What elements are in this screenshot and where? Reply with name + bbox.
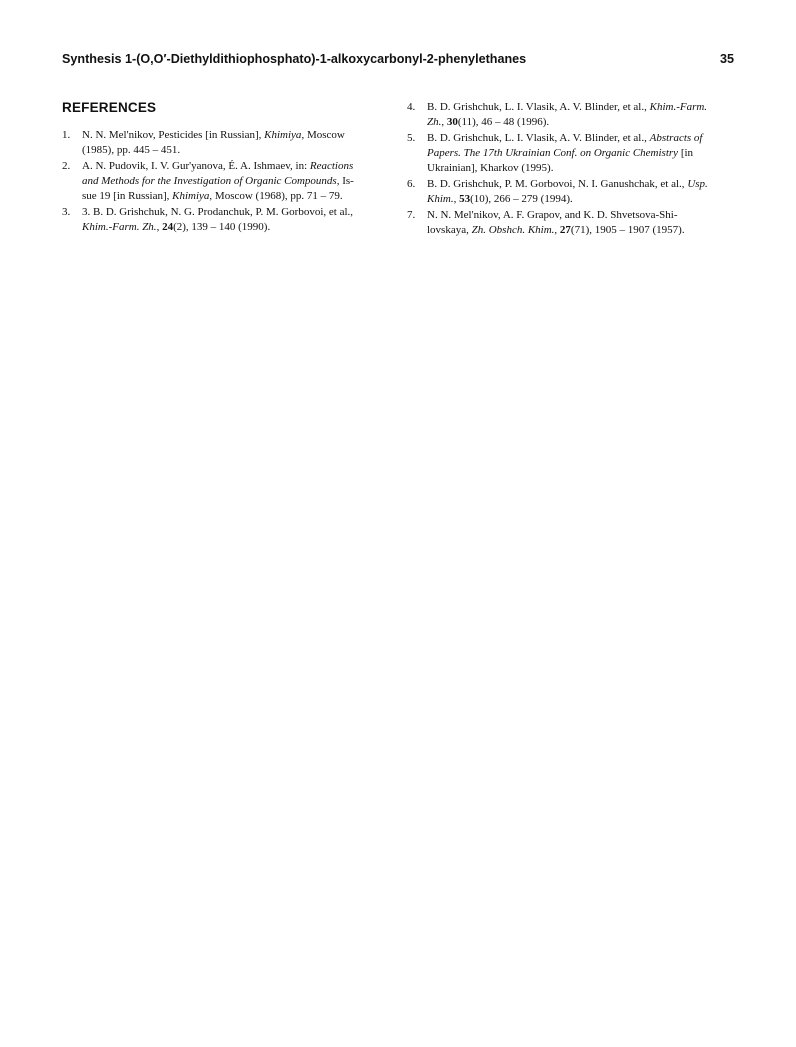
reference-segment: , [156,221,163,233]
reference-text [427,101,707,128]
reference-segment: 3. B. D. Grishchuk, N. G. Prodanchuk, P. M. Gorbovoi, et al., [82,206,354,218]
reference-segment: (2), 139 – 140 (1990). [173,221,271,233]
reference-segment: N. N. Mel'nikov, Pesticides [in Russian], [82,129,265,141]
reference-segment: , Moscow (1985), pp. 445 – 451. [82,129,345,156]
reference-segment: , [441,116,447,128]
reference-item [407,131,733,176]
reference-segment: [in Ukrainian], Kharkov (1995). [427,147,694,174]
reference-segment: 53 [459,193,471,205]
reference-segment: , [554,224,560,236]
reference-text [82,129,345,156]
reference-segment: B. D. Grishchuk, P. M. Gorbovoi, N. I. Ganushchak, et al., [427,178,688,190]
reference-text [427,209,685,236]
running-head [62,52,734,72]
reference-segment: Khim.-Farm. Zh. [427,101,708,128]
reference-segment: Abstracts of Papers. The 17th Ukrainian Conf. on Organic Chemistry [427,132,703,159]
reference-number: 2. [62,160,71,172]
references-heading: REFERENCES [62,100,157,115]
reference-item [62,205,388,235]
reference-segment: (10), 266 – 279 (1994). [470,193,573,205]
reference-segment: 30 [446,116,458,128]
references-column-right [407,100,733,239]
references-column-left [62,100,388,236]
reference-number: 7. [407,209,416,221]
reference-item [407,177,733,207]
reference-segment: N. N. Mel'nikov, A. F. Grapov, and K. D. Shvetsova-Shi- lovskaya, [427,209,678,236]
page-number: 35 [719,52,734,66]
reference-segment: Khimiya [264,129,302,141]
reference-segment: Khim.-Farm. Zh. [82,221,157,233]
reference-segment: , Is- sue 19 [in Russian], [82,175,354,202]
reference-segment: 27 [559,224,571,236]
reference-list-right [407,100,733,238]
reference-item [62,159,388,204]
reference-segment: B. D. Grishchuk, L. I. Vlasik, A. V. Blinder, et al., [427,132,650,144]
running-title: Synthesis 1-(O,O′-Diethyldithiophosphato)-1-alkoxycarbonyl-2-phenylethanes [62,52,527,66]
reference-segment: 24 [162,221,174,233]
reference-segment: Usp. Khim. [427,178,708,205]
reference-number: 4. [407,101,416,113]
reference-number: 1. [62,129,71,141]
reference-segment: , [453,193,460,205]
reference-text [82,160,354,202]
reference-segment: (71), 1905 – 1907 (1957). [570,224,685,236]
reference-number: 6. [407,178,416,190]
reference-segment: , Moscow (1968), pp. 71 – 79. [209,190,343,202]
reference-segment: (11), 46 – 48 (1996). [457,116,550,128]
reference-item [62,128,388,158]
reference-text [82,206,353,233]
reference-item [407,100,733,130]
reference-segment: A. N. Pudovik, I. V. Gur'yanova, É. A. Ishmaev, in: [82,160,310,172]
reference-segment: B. D. Grishchuk, L. I. Vlasik, A. V. Blinder, et al., [427,101,650,113]
reference-number: 3. [62,206,71,218]
reference-segment: Reactions and Methods for the Investigation of Organic Compounds [82,160,354,187]
reference-list-left [62,128,388,235]
reference-segment: Khimiya [172,190,210,202]
reference-text [427,178,708,205]
reference-item [407,208,733,238]
reference-text [427,132,702,174]
reference-number: 5. [407,132,416,144]
reference-segment: Zh. Obshch. Khim. [471,224,555,236]
